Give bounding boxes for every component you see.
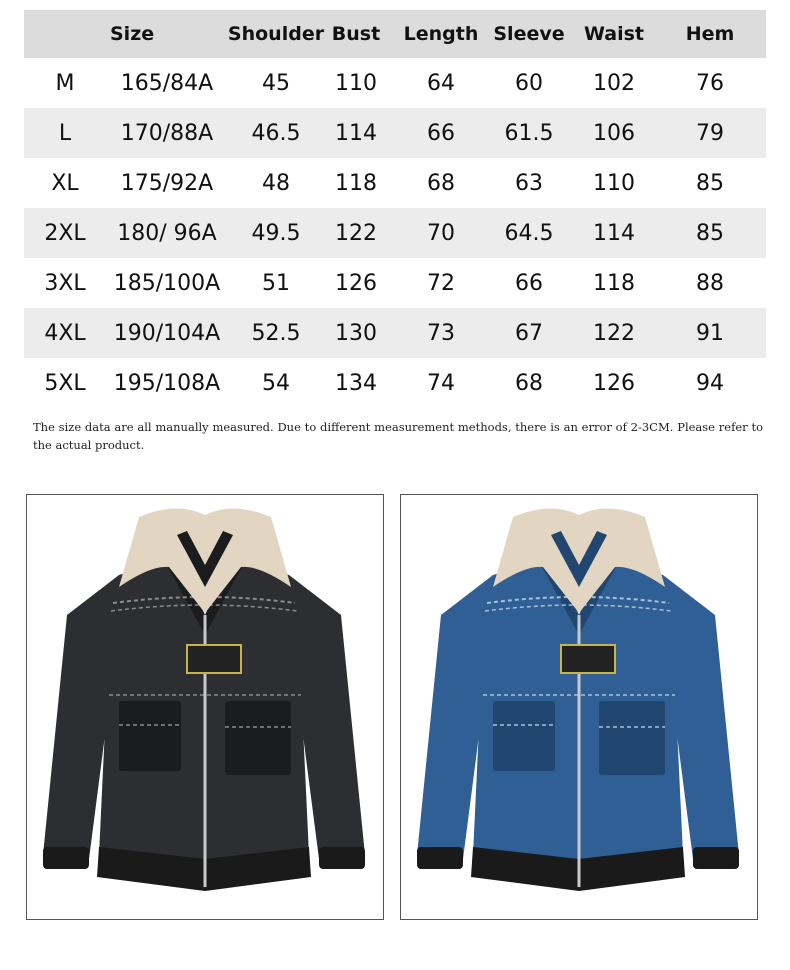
table-cell: 180/ 96A [117, 220, 217, 246]
blue-jacket-photo [400, 494, 758, 920]
table-cell: 190/104A [113, 320, 221, 346]
table-row [24, 258, 766, 308]
table-cell: 54 [262, 370, 290, 396]
table-cell: 70 [427, 220, 455, 246]
table-cell: 76 [696, 70, 724, 96]
table-cell: L [58, 120, 72, 146]
table-cell: 195/108A [113, 370, 221, 396]
table-row [24, 58, 766, 108]
table-cell: 68 [515, 370, 543, 396]
header-cell: Waist [583, 23, 644, 45]
table-cell: 64 [427, 70, 455, 96]
table-cell: 49.5 [251, 220, 301, 246]
table-cell: 4XL [44, 320, 86, 346]
table-cell: 118 [335, 170, 377, 196]
table-row [24, 158, 766, 208]
table-cell: 110 [593, 170, 635, 196]
table-cell: 85 [696, 170, 724, 196]
table-cell: 64.5 [504, 220, 554, 246]
header-cell: Hem [685, 23, 735, 45]
size-chart-table [24, 10, 766, 408]
table-cell: 5XL [44, 370, 86, 396]
table-cell: 66 [515, 270, 543, 296]
table-cell: 61.5 [504, 120, 554, 146]
table-cell: 126 [335, 270, 377, 296]
table-cell: 63 [515, 170, 543, 196]
table-cell: M [55, 70, 75, 96]
table-cell: 134 [335, 370, 377, 396]
table-cell: 2XL [44, 220, 86, 246]
table-cell: 45 [262, 70, 290, 96]
table-cell: 122 [335, 220, 377, 246]
table-header-row [24, 10, 766, 58]
table-row [24, 208, 766, 258]
header-cell: Length [403, 23, 479, 45]
table-cell: 126 [593, 370, 635, 396]
table-row [24, 358, 766, 408]
table-cell: 165/84A [120, 70, 214, 96]
table-cell: XL [51, 170, 79, 196]
table-cell: 68 [427, 170, 455, 196]
table-cell: 46.5 [251, 120, 301, 146]
table-row [24, 108, 766, 158]
table-cell: 48 [262, 170, 290, 196]
table-cell: 91 [696, 320, 724, 346]
table-cell: 51 [262, 270, 290, 296]
measurement-note: The size data are all manually measured. Due to different measurement methods, there is an error of 2-3CM. Please refer to the actual product. [33, 420, 763, 452]
table-cell: 114 [335, 120, 377, 146]
table-cell: 102 [593, 70, 635, 96]
table-cell: 122 [593, 320, 635, 346]
table-cell: 60 [515, 70, 543, 96]
table-cell: 94 [696, 370, 724, 396]
header-cell: Shoulder [227, 23, 325, 45]
table-cell: 175/92A [120, 170, 214, 196]
header-cell [24, 10, 106, 58]
header-cell: Sleeve [493, 23, 565, 45]
table-cell: 85 [696, 220, 724, 246]
table-cell: 118 [593, 270, 635, 296]
table-cell: 72 [427, 270, 455, 296]
table-cell: 73 [427, 320, 455, 346]
table-cell: 185/100A [113, 270, 221, 296]
table-cell: 114 [593, 220, 635, 246]
black-jacket-photo [26, 494, 384, 920]
table-cell: 170/88A [120, 120, 214, 146]
header-cell: Bust [331, 23, 381, 45]
header-cell: Size [110, 23, 155, 45]
table-cell: 74 [427, 370, 455, 396]
table-cell: 106 [593, 120, 635, 146]
table-cell: 130 [335, 320, 377, 346]
table-cell: 3XL [44, 270, 86, 296]
table-cell: 88 [696, 270, 724, 296]
table-cell: 110 [335, 70, 377, 96]
table-cell: 66 [427, 120, 455, 146]
table-cell: 67 [515, 320, 543, 346]
table-cell: 52.5 [251, 320, 301, 346]
table-cell: 79 [696, 120, 724, 146]
table-row [24, 308, 766, 358]
